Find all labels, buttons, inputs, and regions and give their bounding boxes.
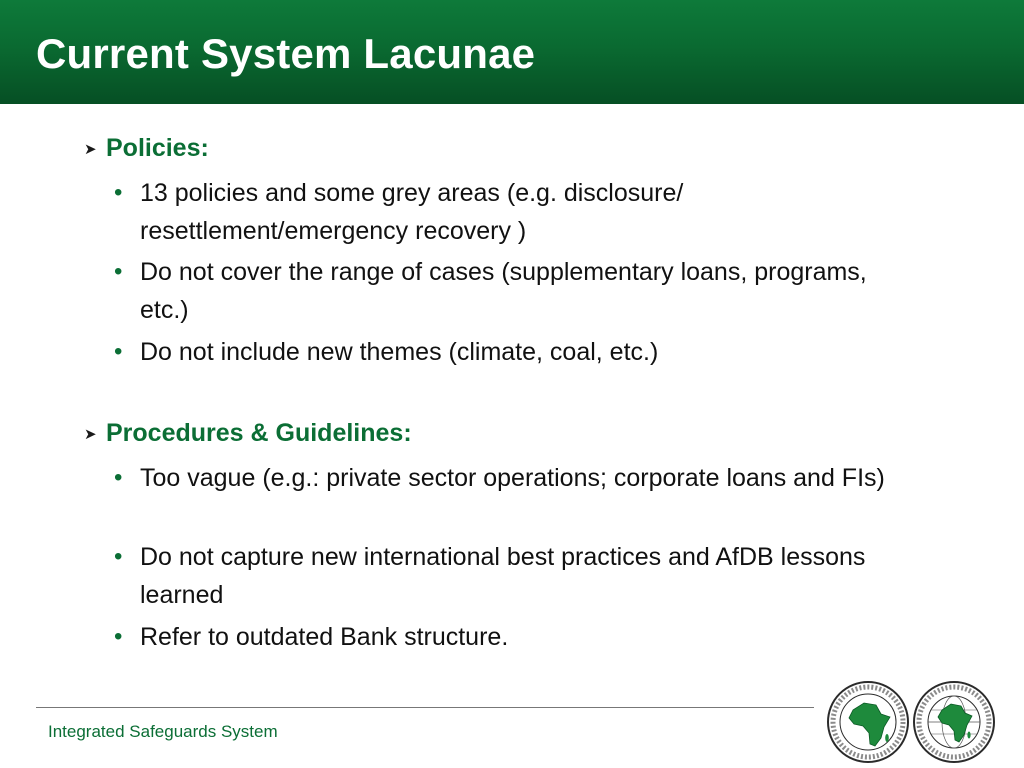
list-item-text: 13 policies and some grey areas (e.g. disclosure/ resettlement/emergency recovery ) — [140, 179, 684, 245]
list-item-text: Do not include new themes (climate, coal, etc.) — [140, 338, 659, 366]
list-item-text: Do not cover the range of cases (supplementary loans, programs, etc.) — [140, 258, 867, 324]
list-item-text: Too vague (e.g.: private sector operations; corporate loans and FIs) — [140, 464, 885, 492]
list-item — [114, 174, 904, 250]
round-bullet-icon: • — [114, 179, 123, 206]
section-label: Procedures & Guidelines: — [106, 419, 412, 447]
list-item — [114, 333, 904, 371]
list-item-text: Do not capture new international best practices and AfDB lessons learned — [140, 543, 866, 609]
list-item — [114, 618, 904, 656]
footer-text: Integrated Safeguards System — [48, 722, 278, 741]
arrowhead-bullet-icon: ➤ — [84, 425, 97, 443]
list-item-text: Refer to outdated Bank structure. — [140, 623, 509, 651]
list-item — [114, 459, 904, 497]
afdb-bank-logo — [826, 680, 910, 764]
round-bullet-icon: • — [114, 623, 123, 650]
round-bullet-icon: • — [114, 543, 123, 570]
afdf-fund-logo — [912, 680, 996, 764]
section-label: Policies: — [106, 134, 209, 162]
footer-divider — [36, 707, 814, 708]
round-bullet-icon: • — [114, 464, 123, 491]
madagascar-icon — [967, 732, 970, 739]
arrowhead-bullet-icon: ➤ — [84, 140, 97, 158]
title-bar — [0, 0, 1024, 104]
round-bullet-icon: • — [114, 338, 123, 365]
section-heading-procedures — [84, 419, 412, 448]
list-item — [114, 253, 904, 329]
madagascar-icon — [885, 734, 889, 742]
round-bullet-icon: • — [114, 258, 123, 285]
list-item — [114, 538, 904, 614]
page-title: Current System Lacunae — [36, 30, 536, 77]
section-heading-policies — [84, 134, 209, 163]
